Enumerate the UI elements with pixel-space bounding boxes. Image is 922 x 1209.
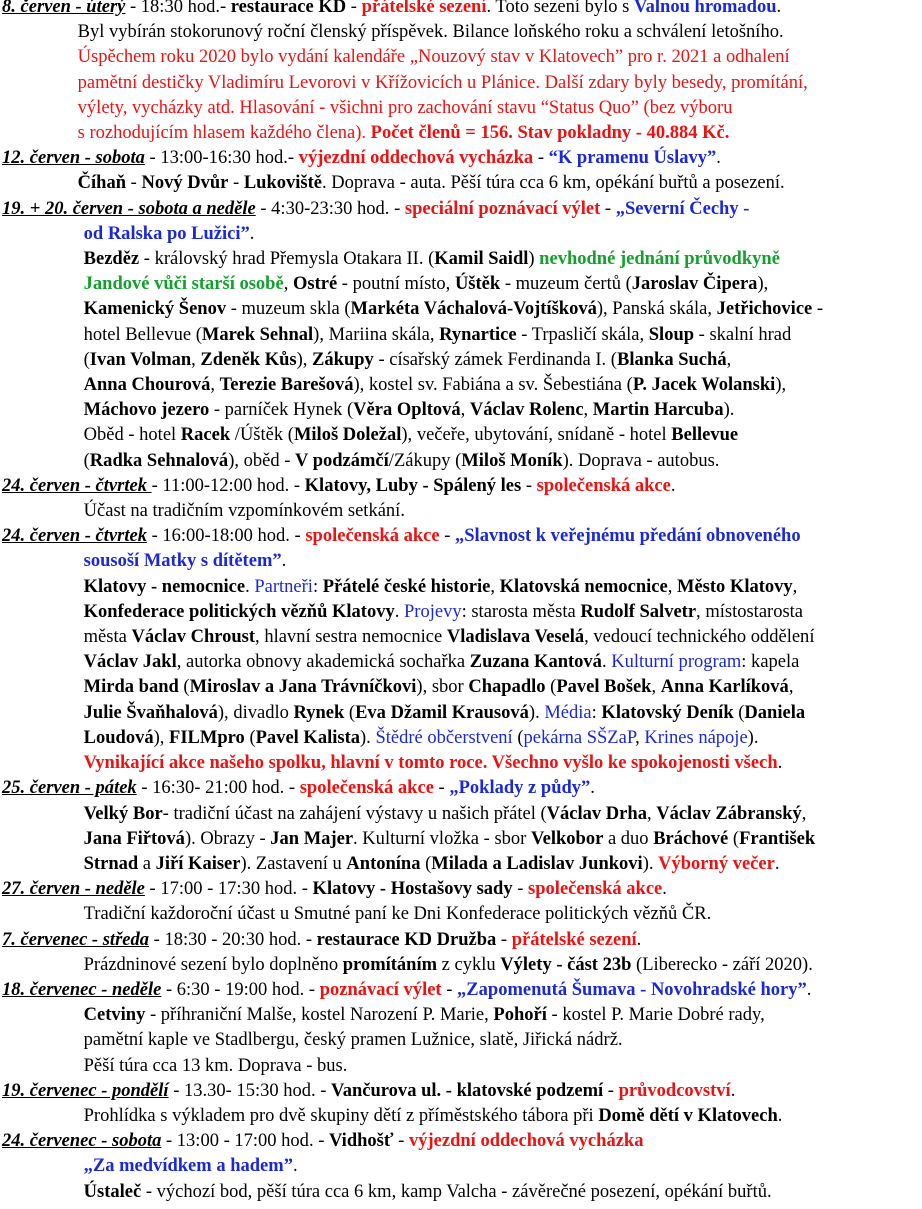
text-run: výlety, vycházky atd. Hlasování - všichni pro zachování stavu “Status Quo” (bez výboru	[77, 96, 733, 118]
text-run: promítáním	[342, 953, 438, 975]
text-run: Anna Karlíková	[660, 676, 789, 698]
text-run: ,	[210, 374, 220, 396]
text-run: Vynikající akce našeho spolku, hlavní v tomto roce. Všechno vyšlo ke spokojenosti všech	[83, 752, 778, 774]
text-run: .	[806, 978, 812, 1000]
text-run: poznávací výlet	[319, 978, 442, 1000]
text-line	[0, 448, 918, 473]
text-run: - císařský zámek Ferdinanda I. (	[373, 348, 617, 370]
text-run: .	[777, 752, 783, 774]
text-run: - muzeum skla (	[226, 298, 351, 320]
text-run: - výchozí bod, pěší túra cca 6 km, kamp Valcha - závěrečné posezení, opékání buřtů.	[141, 1180, 772, 1202]
text-run: ,	[283, 273, 293, 295]
text-run: .	[249, 222, 255, 244]
text-run: nevhodné jednání průvodkyně	[539, 248, 780, 270]
event-heading-line	[0, 775, 918, 800]
text-run: Bellevue	[671, 424, 739, 446]
text-run: Marek Sehnal	[201, 323, 314, 345]
event-date: 18. červenec - neděle	[1, 978, 162, 1000]
text-run: Chapadlo	[468, 676, 546, 698]
text-run: Václav Drha	[546, 802, 647, 824]
text-run: Ivan Volman	[89, 348, 192, 370]
text-run: : starosta města	[461, 600, 581, 622]
text-run: z cyklu	[437, 953, 501, 975]
text-run: (	[178, 676, 190, 698]
text-line	[0, 95, 918, 120]
text-run: Anna Chourová	[83, 374, 211, 396]
text-line	[0, 397, 918, 422]
text-run: ), Mariina skála,	[313, 323, 440, 345]
text-run: (	[420, 852, 432, 874]
text-run: Jiří Kaiser	[155, 852, 241, 874]
text-run: Václav Jakl	[83, 651, 177, 673]
event-date: 27. červen - neděle	[1, 878, 145, 900]
text-run: společenská akce	[528, 878, 663, 900]
text-line	[0, 851, 918, 876]
text-run: Lukoviště	[243, 172, 323, 194]
text-run: - muzeum čertů (	[500, 273, 632, 295]
text-line	[0, 700, 918, 725]
text-run: (	[512, 726, 524, 748]
text-run: Účast na tradičním vzpomínkovém setkání.	[83, 500, 405, 522]
text-run: společenská akce	[305, 525, 440, 547]
text-run: Domě dětí v Klatovech	[598, 1104, 778, 1126]
text-run: - poutní místo,	[337, 273, 455, 295]
text-run: s rozhodujícím hlasem každého člena).	[77, 122, 371, 144]
text-run: - tradiční účast na zahájení výstavy u našich přátel (	[162, 802, 547, 824]
text-run: ,	[792, 575, 798, 597]
text-run: Kamenický Šenov	[83, 298, 227, 320]
text-line	[0, 599, 918, 624]
text-run: ). Obrazy -	[184, 827, 271, 849]
text-run: - kostel P. Marie Dobré rady,	[546, 1004, 765, 1026]
text-run: Média	[544, 701, 592, 723]
text-run: ,	[191, 348, 201, 370]
text-run: hotel Bellevue (	[83, 323, 202, 345]
text-run: (	[728, 827, 740, 849]
text-run: výjezdní oddechová vycházka	[298, 147, 534, 169]
event-date: 25. červen - pátek	[1, 777, 137, 799]
text-run: Byl vybírán stokorunový roční členský příspěvek. Bilance loňského roku a schválení letošního.	[77, 21, 784, 43]
text-run: sousoší Matky s dítětem”	[83, 550, 282, 572]
text-run: ,	[667, 575, 677, 597]
text-run: Klatovy - Hostašovy sady	[312, 878, 513, 900]
text-run: -	[126, 172, 142, 194]
text-run: a duo	[603, 827, 654, 849]
text-run: - 13:00 - 17:00 hod. -	[161, 1130, 330, 1152]
text-run: společenská akce	[299, 777, 434, 799]
text-run: Rudolf Salvetr	[580, 600, 697, 622]
text-run: Strnad	[83, 852, 139, 874]
text-run: Vladislava Veselá	[446, 626, 585, 648]
text-run: ,	[490, 575, 500, 597]
text-run: pamětní kaple ve Stadlbergu, český pramen Lužnice, slatě, Jiřická nádrž.	[83, 1029, 623, 1051]
text-run: (	[83, 348, 90, 370]
text-run: )	[528, 248, 540, 270]
text-run: ).	[528, 701, 545, 723]
text-run: .	[636, 928, 642, 950]
text-run: - 16:00-18:00 hod. -	[146, 525, 306, 547]
text-run: Václav Zábranský	[656, 802, 802, 824]
text-run: -	[346, 0, 362, 17]
text-run: -	[439, 525, 456, 547]
text-run: Valnou hromadou	[633, 0, 777, 17]
text-run: (	[545, 676, 557, 698]
text-run: Krines nápoje	[644, 726, 748, 748]
text-run: Pěší túra cca 13 km. Doprava - bus.	[83, 1054, 348, 1076]
event-heading-line	[0, 1078, 918, 1103]
text-run: Jana Fiřtová	[83, 827, 185, 849]
text-run: , hlavní sestra nemocnice	[255, 626, 447, 648]
text-run: Ústaleč	[83, 1180, 142, 1202]
text-run: ,	[635, 726, 645, 748]
text-run: Rynek	[293, 701, 345, 723]
text-line	[0, 120, 918, 145]
text-run: Eva Džamil Krausová	[355, 701, 529, 723]
text-run: pekárna SŠZaP	[523, 726, 636, 748]
text-run: Věra Opltová	[353, 399, 461, 421]
text-run: Jaroslav Čipera	[631, 273, 758, 295]
text-line	[0, 322, 918, 347]
event-date: 19. + 20. červen - sobota a neděle	[1, 197, 256, 219]
text-run: .	[394, 600, 404, 622]
text-line	[0, 1179, 918, 1204]
text-run: Úštěk	[454, 273, 501, 295]
text-run: Nový Dvůr	[141, 172, 229, 194]
text-run: restaurace KD Družba	[316, 928, 497, 950]
text-line	[0, 1153, 918, 1178]
text-run: restaurace KD	[230, 0, 347, 17]
text-run: -	[521, 474, 537, 496]
event-date: 24. červen - čtvrtek	[1, 474, 152, 496]
text-line	[0, 498, 918, 523]
text-run: /Úštěk (	[230, 424, 294, 446]
text-line	[0, 372, 918, 397]
text-run: ).	[642, 852, 659, 874]
text-run: ),	[296, 348, 313, 370]
text-run: Sloup	[648, 323, 695, 345]
text-run: .	[245, 575, 255, 597]
text-run: . Kulturní vložka - sbor	[353, 827, 531, 849]
text-run: ), oběd -	[228, 449, 296, 471]
text-line	[0, 19, 918, 44]
text-line	[0, 801, 918, 826]
text-run: Kulturní program	[611, 651, 742, 673]
event-heading-line	[0, 196, 918, 221]
text-line	[0, 901, 918, 926]
text-run: Loudová	[83, 726, 154, 748]
text-run: -	[600, 197, 616, 219]
text-run: „Zapomenutá Šumava - Novohradské hory”	[457, 978, 807, 1000]
text-run: ).	[360, 726, 376, 748]
text-run: Tradiční každoroční účast u Smutné paní ke Dni Konfederace politických vězňů ČR.	[83, 903, 712, 925]
text-run: P. Jacek Wolanski	[632, 374, 776, 396]
text-run: Město Klatovy	[676, 575, 793, 597]
text-run: V podzámčí	[295, 449, 389, 471]
event-heading-line	[0, 0, 918, 19]
text-run: -	[393, 1130, 409, 1152]
text-run: „Za medvídkem a hadem”	[83, 1155, 293, 1177]
text-run: ),	[153, 726, 170, 748]
text-run: .	[281, 550, 287, 572]
text-run: .	[730, 1079, 736, 1101]
text-run: přátelské sezení	[511, 928, 637, 950]
text-run: „Slavnost k veřejnému předání obnoveného	[455, 525, 801, 547]
text-run: - 18:30 - 20:30 hod. -	[149, 928, 317, 950]
text-run: ), sbor	[416, 676, 469, 698]
text-run: ), divadlo	[217, 701, 294, 723]
text-run: ). Doprava - autobus.	[562, 449, 720, 471]
text-run: Jetřichovice	[716, 298, 813, 320]
text-run: -	[812, 298, 824, 320]
text-run: ), kostel sv. Fabiána a sv. Šebestiána (	[353, 374, 633, 396]
text-run: ,	[788, 676, 794, 698]
text-run: Ostré	[292, 273, 338, 295]
text-run: (	[83, 449, 90, 471]
text-run: -	[228, 172, 244, 194]
text-run: Miroslav a Jana Trávníčkovi	[189, 676, 417, 698]
text-run: Markéta Váchalová-Vojtíšková	[350, 298, 597, 320]
event-date: 19. červenec - pondělí	[1, 1079, 169, 1101]
text-line	[0, 347, 918, 372]
text-run: “K pramenu Úslavy”	[548, 147, 717, 169]
text-run: , autorka obnovy akademická sochařka	[176, 651, 470, 673]
text-run: - královský hrad Přemysla Otakara II. (	[139, 248, 435, 270]
text-run: , místostarosta	[696, 600, 804, 622]
text-run: :	[312, 575, 323, 597]
text-run: - 6:30 - 19:00 hod. -	[161, 978, 320, 1000]
event-heading-line	[0, 145, 918, 170]
text-run: Velký Bor	[83, 802, 163, 824]
text-run: Bezděz	[83, 248, 140, 270]
text-run: Bráchové	[653, 827, 729, 849]
event-date: 8. červen - úterý	[1, 0, 126, 17]
text-run: Klatovy - nemocnice	[83, 575, 246, 597]
text-run: přátelské sezení	[361, 0, 487, 17]
text-run: .	[716, 147, 721, 169]
text-run: .	[590, 777, 595, 799]
text-run: .	[662, 878, 667, 900]
text-run: „Severní Čechy -	[615, 197, 750, 219]
text-run: Prohlídka s výkladem pro dvě skupiny dětí z příměstského tábora při	[83, 1104, 599, 1126]
text-run: -	[441, 978, 458, 1000]
text-run: Vančurova ul. - klatovské podzemí	[331, 1079, 604, 1101]
text-run: Zákupy	[312, 348, 374, 370]
text-run: . Toto sezení bylo s	[486, 0, 634, 17]
text-run: , vedoucí technického oddělení	[584, 626, 815, 648]
text-run: ).	[747, 726, 759, 748]
text-run: - příhraniční Malše, kostel Narození P. Marie,	[145, 1004, 494, 1026]
text-line	[0, 725, 918, 750]
text-run: Pavel Bošek	[556, 676, 652, 698]
event-heading-line	[0, 523, 918, 548]
text-run: (	[244, 726, 256, 748]
text-run: Jan Majer	[270, 827, 354, 849]
text-run: Julie Švaňhalová	[83, 701, 218, 723]
text-run: Číhaň	[77, 172, 127, 194]
event-heading-line	[0, 876, 918, 901]
text-line	[0, 296, 918, 321]
text-run: - Trpasličí skála,	[516, 323, 649, 345]
text-run: . Doprava - auta. Pěší túra cca 6 km, opékání buřtů a posezení.	[322, 172, 785, 194]
text-run: (	[733, 701, 745, 723]
text-run: -	[512, 878, 529, 900]
text-line	[0, 826, 918, 851]
event-date: 7. červenec - středa	[1, 928, 150, 950]
text-run: : kapela	[741, 651, 800, 673]
text-run: ,	[651, 676, 661, 698]
text-run: ).	[723, 399, 735, 421]
text-run: Blanka Suchá	[616, 348, 727, 370]
text-run: - 17:00 - 17:30 hod. -	[144, 878, 313, 900]
text-run: ,	[726, 348, 732, 370]
text-line	[0, 674, 918, 699]
text-run: :	[591, 701, 602, 723]
text-run: Úspěchem roku 2020 bylo vydání kalendáře „Nouzový stav v Klatovech” pro r. 2021 a odhalení	[77, 46, 790, 68]
text-run: Štědré občerstvení	[375, 726, 513, 748]
event-date: 24. červenec - sobota	[1, 1130, 162, 1152]
text-run: ,	[646, 802, 657, 824]
text-line	[0, 574, 918, 599]
text-run: Oběd - hotel	[83, 424, 181, 446]
text-run: Racek	[180, 424, 231, 446]
text-run: od Ralska po Lužici”	[83, 222, 250, 244]
text-run: ). Zastavení u	[240, 852, 347, 874]
text-line	[0, 246, 918, 271]
text-run: -	[603, 1079, 619, 1101]
text-run: Václav Rolenc	[469, 399, 584, 421]
text-run: Antonína	[346, 852, 421, 874]
text-run: Daniela	[744, 701, 806, 723]
text-run: Klatovský Deník	[601, 701, 734, 723]
text-run: - 13:00-16:30 hod.-	[144, 147, 299, 169]
text-line	[0, 1053, 918, 1078]
text-run: -	[496, 928, 512, 950]
text-line	[0, 548, 918, 573]
text-run: ,	[801, 802, 807, 824]
text-run: Projevy	[403, 600, 462, 622]
text-run: Martin Harcuba	[592, 399, 724, 421]
text-run: (	[344, 701, 356, 723]
text-run: - 18:30 hod.-	[125, 0, 231, 17]
text-line	[0, 422, 918, 447]
text-run: Výlety - část 23b	[500, 953, 632, 975]
text-run: - skalní hrad	[694, 323, 792, 345]
text-run: FILMpro	[169, 726, 245, 748]
text-run: - 16:30- 21:00 hod. -	[136, 777, 300, 799]
text-line	[0, 70, 918, 95]
text-run: Cetviny	[83, 1004, 146, 1026]
text-line	[0, 1027, 918, 1052]
text-run: - 11:00-12:00 hod. -	[151, 474, 305, 496]
text-line	[0, 952, 918, 977]
text-run: - 4:30-23:30 hod. -	[255, 197, 405, 219]
text-run: ,	[583, 399, 593, 421]
text-run: Pavel Kalista	[255, 726, 361, 748]
text-run: /Zákupy (	[388, 449, 462, 471]
text-run: -	[533, 147, 549, 169]
event-heading-line	[0, 927, 918, 952]
text-run: Konfederace politických vězňů Klatovy	[83, 600, 395, 622]
text-run: .	[777, 1104, 783, 1126]
text-run: .	[292, 1155, 298, 1177]
text-run: Partneři	[254, 575, 313, 597]
text-run: -	[433, 777, 450, 799]
event-heading-line	[0, 977, 918, 1002]
text-run: Vidhošť	[329, 1130, 394, 1152]
event-heading-line	[0, 1128, 918, 1153]
text-run: Radka Sehnalová	[89, 449, 229, 471]
text-run: výjezdní oddechová vycházka	[408, 1130, 644, 1152]
text-run: pamětní destičky Vladimíru Levorovi v Křížovicích u Plánice. Další zdary byly besedy, promítání,	[77, 71, 808, 93]
text-run: Jandové vůči starší osobě	[83, 273, 284, 295]
text-run: „Poklady z půdy”	[449, 777, 591, 799]
text-run: města	[83, 626, 132, 648]
text-run: Máchovo jezero	[83, 399, 210, 421]
text-run: Miloš Moník	[461, 449, 563, 471]
text-run: společenská akce	[536, 474, 671, 496]
event-date: 24. červen - čtvrtek	[1, 525, 147, 547]
text-run: Miloš Doležal	[293, 424, 402, 446]
text-run: Rynartice	[439, 323, 517, 345]
text-run: .	[776, 0, 782, 17]
text-line	[0, 1002, 918, 1027]
text-run: (Liberecko - září 2020).	[631, 953, 813, 975]
text-run: ), Panská skála,	[596, 298, 717, 320]
text-run: Zdeněk Kůs	[200, 348, 297, 370]
text-line	[0, 271, 918, 296]
text-run: Mirda band	[83, 676, 179, 698]
event-date: 12. červen - sobota	[1, 147, 145, 169]
text-run: Kamil Saidl	[434, 248, 529, 270]
text-line	[0, 170, 918, 195]
text-run: Prázdninové sezení bylo doplněno	[83, 953, 343, 975]
text-run: .	[601, 651, 612, 673]
text-run: Klatovská nemocnice	[499, 575, 668, 597]
text-run: ),	[775, 374, 787, 396]
event-heading-line	[0, 473, 918, 498]
text-run: Počet členů = 156. Stav pokladny - 40.884 Kč.	[370, 122, 730, 144]
text-run: speciální poznávací výlet	[404, 197, 601, 219]
text-run: ,	[460, 399, 470, 421]
text-run: ),	[757, 273, 769, 295]
text-run: Zuzana Kantová	[469, 651, 602, 673]
text-run: Velkobor	[530, 827, 604, 849]
text-run: ), večeře, ubytování, snídaně - hotel	[401, 424, 672, 446]
text-run: Klatovy, Luby - Spálený les	[304, 474, 522, 496]
text-run: Milada a Ladislav Junkovi	[431, 852, 643, 874]
text-line	[0, 649, 918, 674]
text-run: Terezie Barešová	[219, 374, 354, 396]
text-run: Výborný večer	[658, 852, 775, 874]
text-run: průvodcovství	[618, 1079, 731, 1101]
text-line	[0, 221, 918, 246]
text-line	[0, 624, 918, 649]
text-line	[0, 750, 918, 775]
text-run: .	[670, 474, 676, 496]
text-run: Pohoří	[493, 1004, 547, 1026]
text-line	[0, 44, 918, 69]
text-run: - parníček Hynek (	[209, 399, 354, 421]
text-run: František	[739, 827, 816, 849]
text-run: .	[774, 852, 780, 874]
text-run: - 13.30- 15:30 hod. -	[168, 1079, 332, 1101]
text-run: Václav Chroust	[131, 626, 256, 648]
text-line	[0, 1103, 918, 1128]
text-run: a	[138, 852, 156, 874]
text-run: Přátelé české historie	[322, 575, 491, 597]
